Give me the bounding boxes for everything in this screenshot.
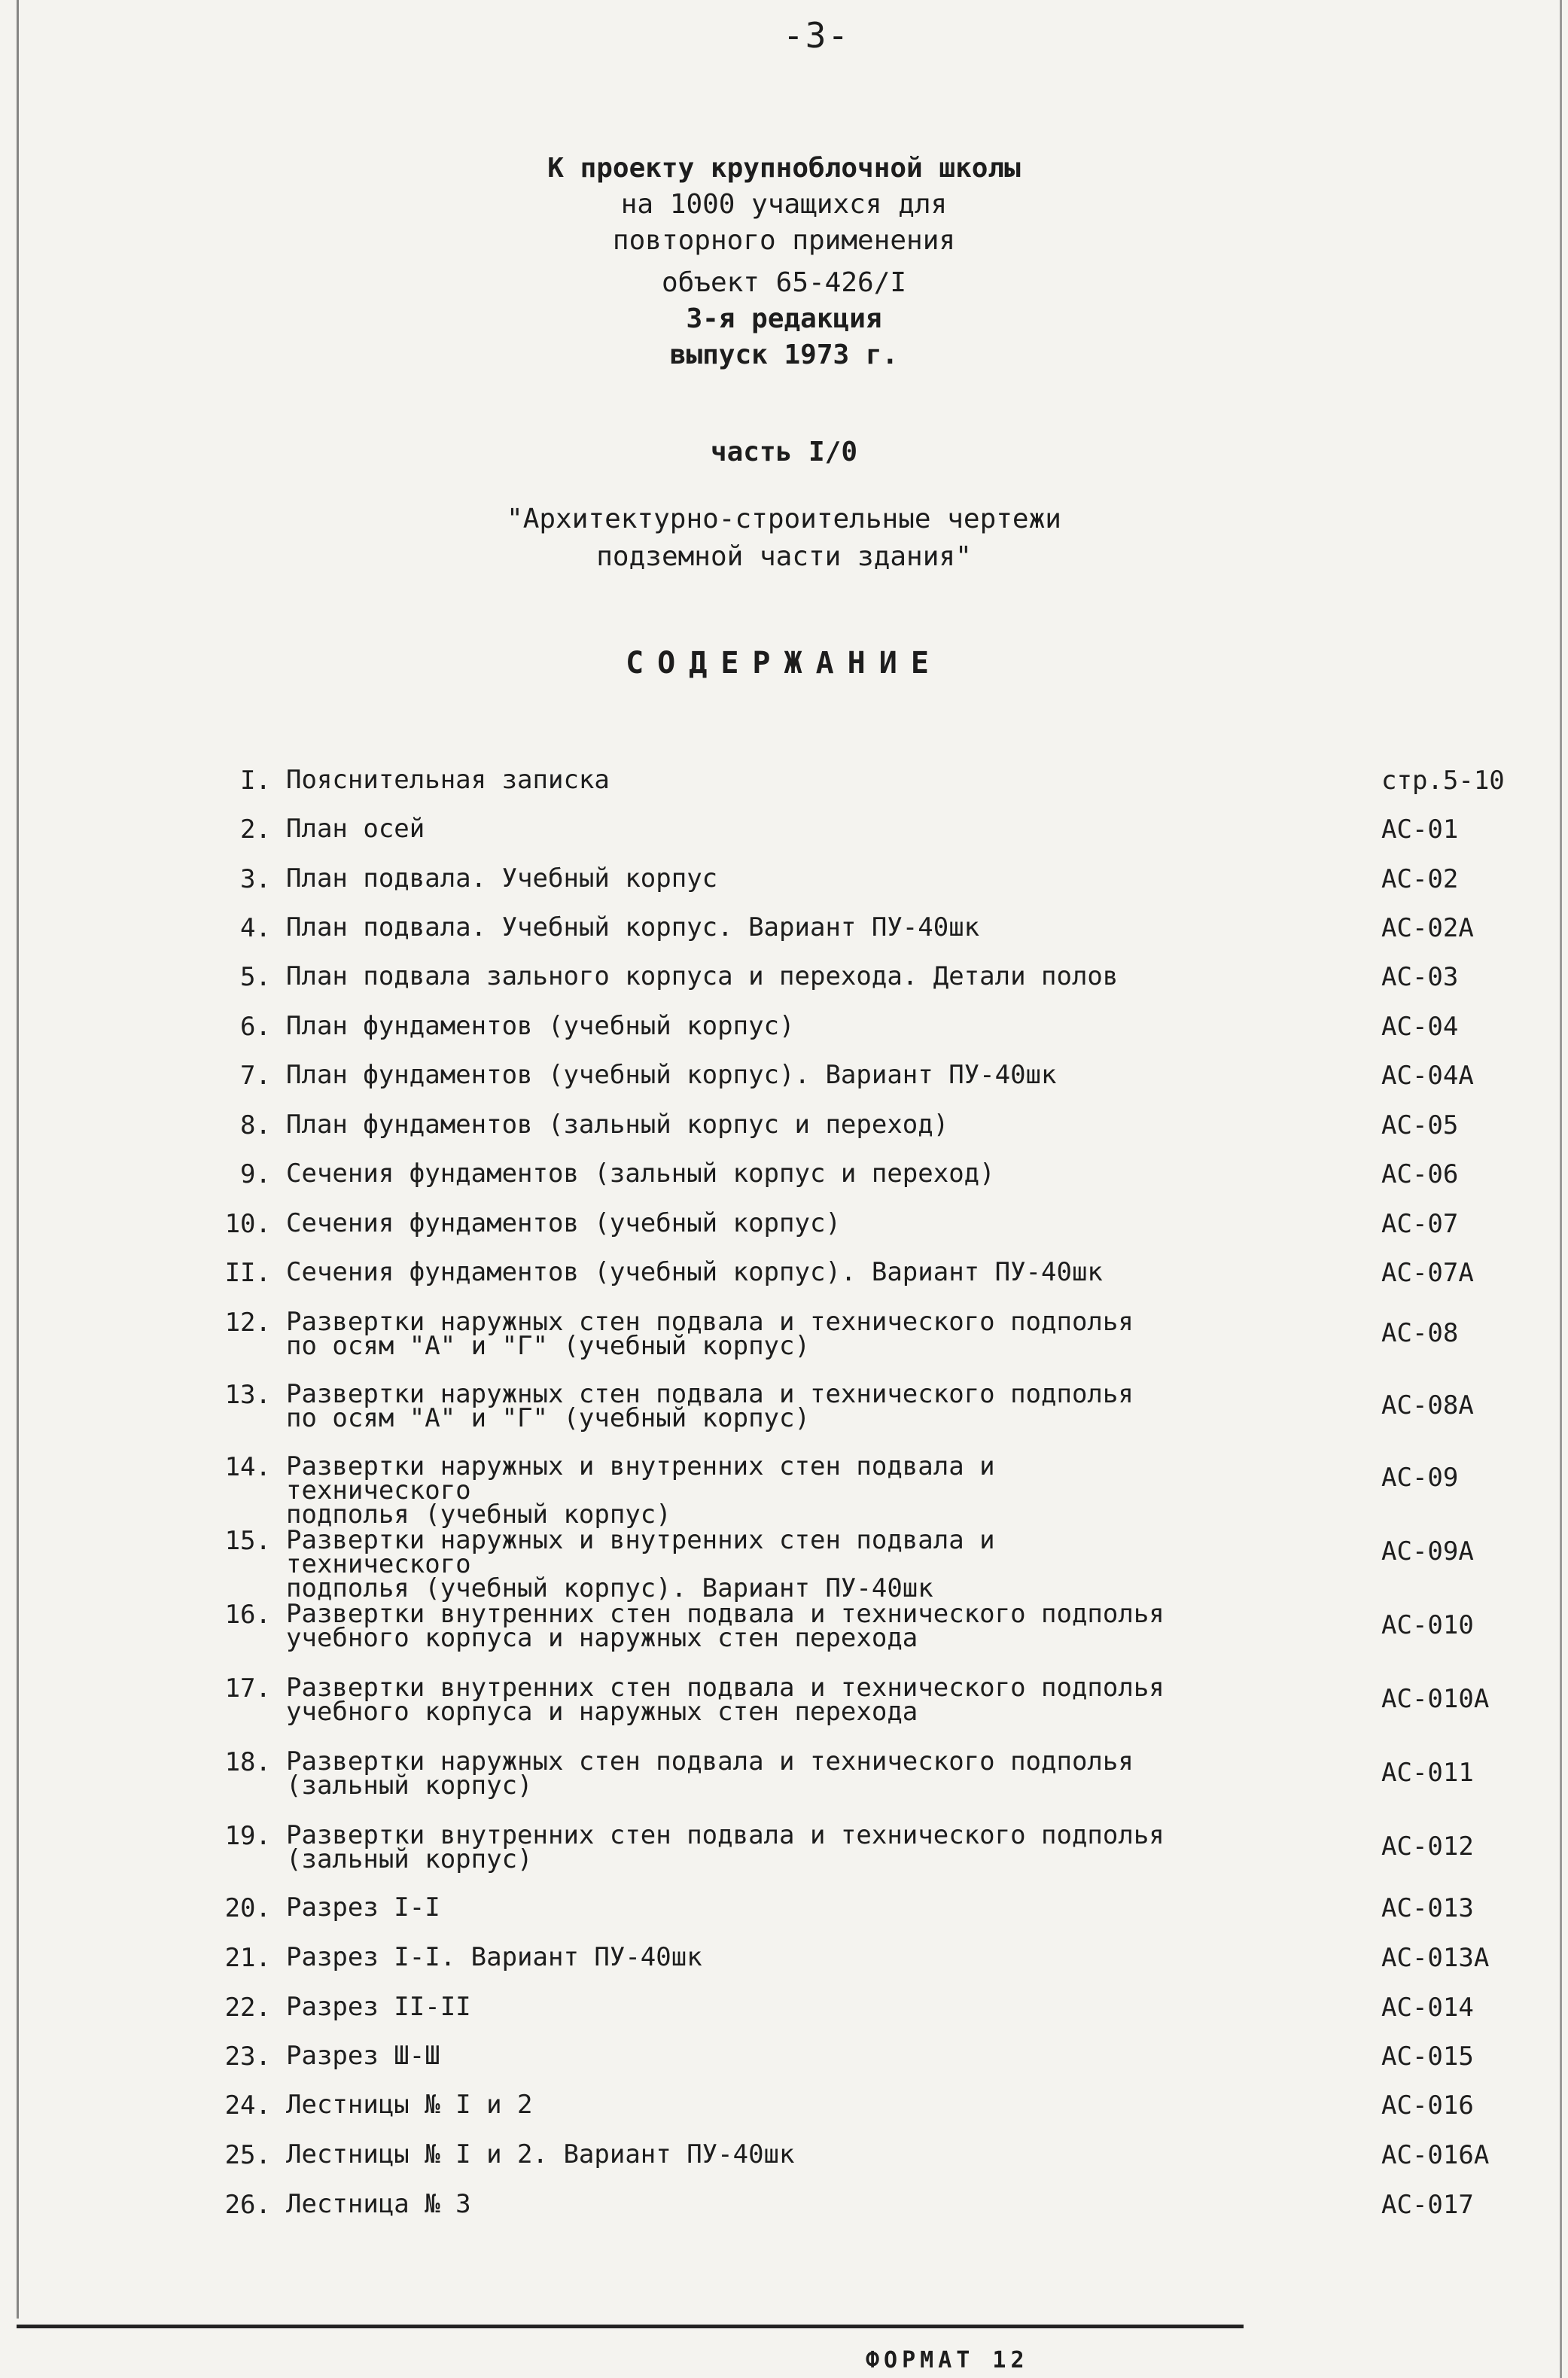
subtitle-line-2: подземной части здания" bbox=[596, 541, 972, 572]
toc-item-sheet-code: АС-01 bbox=[1381, 814, 1459, 845]
toc-item-number: 22. bbox=[224, 1993, 271, 2023]
toc-item-number: II. bbox=[224, 1258, 271, 1288]
toc-item-sheet-code: АС-013 bbox=[1381, 1893, 1474, 1923]
toc-item-sheet-code: АС-07 bbox=[1381, 1209, 1459, 1239]
toc-item-title: Разрез I-I bbox=[286, 1892, 440, 1923]
header-line-2: на 1000 учащихся для bbox=[620, 189, 948, 220]
toc-item-title: Развертки наружных и внутренних стен подвала и технического подполья (учебный корпус). Вариант ПУ-40шк bbox=[286, 1525, 995, 1603]
toc-item-title: Разрез II-II bbox=[286, 1992, 471, 2022]
toc-item-title: План подвала. Учебный корпус. Вариант ПУ-40шк bbox=[286, 912, 980, 942]
toc-item-sheet-code: АС-03 bbox=[1381, 962, 1459, 992]
toc-item-number: 13. bbox=[224, 1380, 271, 1410]
toc-item-number: 26. bbox=[224, 2190, 271, 2220]
toc-item-sheet-code: стр.5-10 bbox=[1381, 766, 1505, 796]
toc-item-number: 24. bbox=[224, 2090, 271, 2121]
toc-item-number: 16. bbox=[224, 1600, 271, 1630]
toc-item-sheet-code: АС-013А bbox=[1381, 1943, 1490, 1973]
toc-item-title: Развертки внутренних стен подвала и технического подполья учебного корпуса и наружных стен перехода bbox=[286, 1599, 1165, 1653]
toc-item-title: Пояснительная записка bbox=[286, 765, 610, 795]
toc-item-sheet-code: АС-016 bbox=[1381, 2090, 1474, 2121]
toc-item-title: План фундаментов (учебный корпус). Вариант ПУ-40шк bbox=[286, 1060, 1057, 1090]
toc-item-number: 4. bbox=[240, 913, 271, 943]
toc-item-sheet-code: АС-010А bbox=[1381, 1684, 1490, 1714]
toc-item-title: Разрез I-I. Вариант ПУ-40шк bbox=[286, 1942, 702, 1972]
toc-item-number: 21. bbox=[224, 1943, 271, 1973]
toc-item-sheet-code: АС-02 bbox=[1381, 864, 1459, 894]
toc-item-number: 18. bbox=[224, 1747, 271, 1777]
toc-item-sheet-code: АС-09 bbox=[1381, 1463, 1459, 1493]
toc-item-number: 19. bbox=[224, 1821, 271, 1851]
toc-item-number: 23. bbox=[224, 2042, 271, 2072]
toc-item-title: План фундаментов (учебный корпус) bbox=[286, 1011, 795, 1041]
toc-item-title: Лестницы № I и 2. Вариант ПУ-40шк bbox=[286, 2139, 795, 2169]
document-subtitle bbox=[0, 501, 1568, 576]
toc-title: СОДЕРЖАНИЕ bbox=[626, 646, 942, 681]
toc-item-sheet-code: АС-010 bbox=[1381, 1610, 1474, 1640]
toc-item-sheet-code: АС-014 bbox=[1381, 1993, 1474, 2023]
toc-item-sheet-code: АС-06 bbox=[1381, 1159, 1459, 1189]
toc-item-title: Развертки внутренних стен подвала и технического подполья учебного корпуса и наружных стен перехода bbox=[286, 1673, 1165, 1727]
toc-item-sheet-code: АС-012 bbox=[1381, 1831, 1474, 1862]
page-number: -3- bbox=[783, 15, 851, 56]
toc-item-sheet-code: АС-011 bbox=[1381, 1758, 1474, 1788]
toc-item-number: 10. bbox=[224, 1209, 271, 1239]
toc-item-number: 8. bbox=[240, 1110, 271, 1140]
toc-item-title: План фундаментов (зальный корпус и переход) bbox=[286, 1110, 949, 1140]
toc-item-number: 5. bbox=[240, 962, 271, 992]
toc-item-sheet-code: АС-04 bbox=[1381, 1012, 1459, 1042]
header-line-1: К проекту крупноблочной школы bbox=[547, 153, 1021, 184]
toc-item-title: Развертки наружных стен подвала и технического подполья по осям "А" и "Г" (учебный корпус) bbox=[286, 1307, 1134, 1361]
toc-item-title: Развертки наружных стен подвала и технического подполья по осям "А" и "Г" (учебный корпус) bbox=[286, 1379, 1134, 1433]
header-line-4: объект 65-426/I bbox=[661, 267, 907, 298]
format-label: ФОРМАТ 12 bbox=[866, 2347, 1029, 2373]
toc-item-sheet-code: АС-05 bbox=[1381, 1110, 1459, 1140]
toc-item-title: План подвала зального корпуса и перехода. Детали полов bbox=[286, 961, 1119, 991]
toc-item-number: 15. bbox=[224, 1526, 271, 1556]
toc-item-number: I. bbox=[240, 766, 271, 796]
toc-item-title: Развертки наружных стен подвала и технического подполья (зальный корпус) bbox=[286, 1746, 1134, 1801]
toc-item-title: Развертки внутренних стен подвала и технического подполья (зальный корпус) bbox=[286, 1820, 1165, 1874]
toc-item-sheet-code: АС-07А bbox=[1381, 1258, 1474, 1288]
toc-item-title: Разрез Ш-Ш bbox=[286, 2041, 440, 2071]
toc-item-title: Сечения фундаментов (учебный корпус) bbox=[286, 1208, 841, 1238]
part-label: часть I/0 bbox=[710, 437, 858, 467]
header-line-3: повторного применения bbox=[612, 225, 956, 256]
header-line-6: выпуск 1973 г. bbox=[669, 339, 899, 370]
toc-item-title: Сечения фундаментов (учебный корпус). Вариант ПУ-40шк bbox=[286, 1257, 1103, 1287]
toc-item-sheet-code: АС-016А bbox=[1381, 2140, 1490, 2170]
toc-item-sheet-code: АС-08 bbox=[1381, 1318, 1459, 1348]
toc-item-number: 7. bbox=[240, 1061, 271, 1091]
toc-item-number: 3. bbox=[240, 864, 271, 894]
toc-item-number: 25. bbox=[224, 2140, 271, 2170]
toc-item-sheet-code: АС-015 bbox=[1381, 2042, 1474, 2072]
toc-item-number: 20. bbox=[224, 1893, 271, 1923]
toc-item-title: Лестницы № I и 2 bbox=[286, 2090, 533, 2120]
bottom-rule bbox=[17, 2325, 1244, 2328]
toc-item-number: 17. bbox=[224, 1673, 271, 1704]
toc-item-sheet-code: АС-017 bbox=[1381, 2190, 1474, 2220]
toc-item-number: 12. bbox=[224, 1308, 271, 1338]
toc-item-sheet-code: АС-04А bbox=[1381, 1061, 1474, 1091]
subtitle-line-1: "Архитектурно-строительные чертежи bbox=[507, 504, 1061, 534]
toc-item-title: План подвала. Учебный корпус bbox=[286, 863, 718, 894]
document-header bbox=[0, 151, 1568, 373]
toc-item-number: 9. bbox=[240, 1159, 271, 1189]
toc-item-title: Развертки наружных и внутренних стен подвала и технического подполья (учебный корпус) bbox=[286, 1451, 995, 1530]
header-line-5: 3-я редакция bbox=[686, 303, 882, 334]
toc-item-number: 6. bbox=[240, 1012, 271, 1042]
toc-item-title: План осей bbox=[286, 814, 425, 844]
toc-item-sheet-code: АС-02А bbox=[1381, 913, 1474, 943]
toc-item-sheet-code: АС-09А bbox=[1381, 1536, 1474, 1567]
toc-item-number: 2. bbox=[240, 814, 271, 845]
toc-item-title: Сечения фундаментов (зальный корпус и переход) bbox=[286, 1159, 995, 1189]
toc-item-title: Лестница № 3 bbox=[286, 2189, 471, 2219]
toc-item-sheet-code: АС-08А bbox=[1381, 1390, 1474, 1420]
toc-item-number: 14. bbox=[224, 1452, 271, 1482]
